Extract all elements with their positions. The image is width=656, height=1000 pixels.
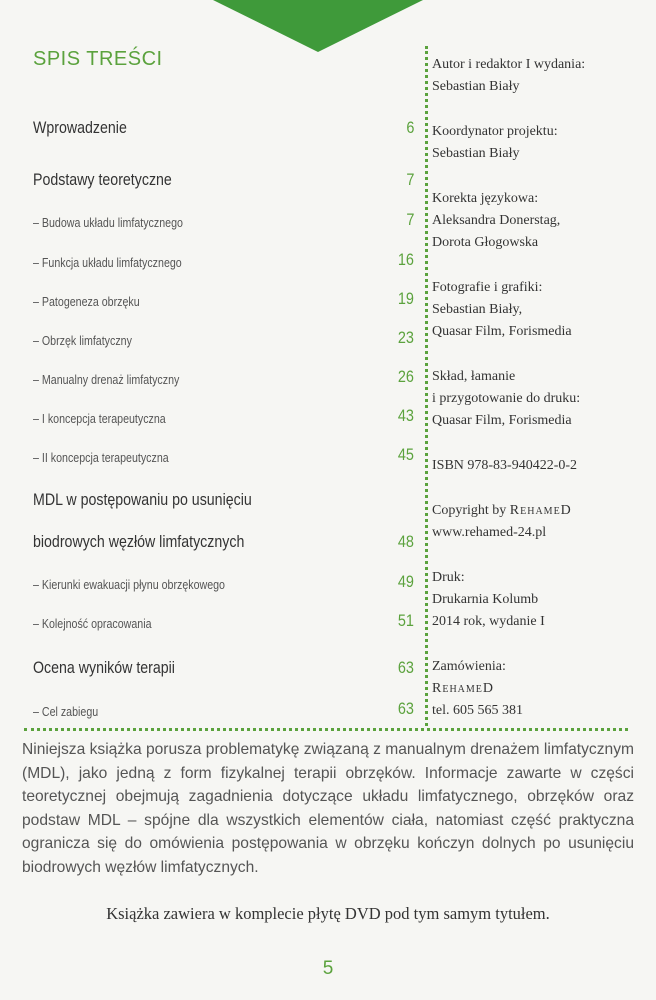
toc-entry-page: 63 bbox=[397, 658, 414, 677]
toc-entry-page: 63 bbox=[397, 699, 414, 718]
orders-brand: RehameD bbox=[432, 681, 494, 696]
photos-credit: Sebastian Biały, bbox=[432, 302, 523, 317]
toc-entry-label: – Manualny drenaż limfatyczny bbox=[33, 372, 180, 387]
toc-entry-page: 16 bbox=[397, 250, 414, 269]
toc-entry[interactable] bbox=[33, 443, 414, 465]
toc-entry[interactable] bbox=[33, 208, 414, 230]
toc-entry-label: – I koncepcja terapeutyczna bbox=[33, 411, 166, 426]
toc-entry[interactable] bbox=[33, 118, 414, 138]
toc-entry[interactable] bbox=[33, 168, 414, 190]
typesetting-heading: Skład, łamanie bbox=[432, 369, 516, 384]
toc-entry-page: 26 bbox=[397, 367, 414, 386]
toc-entry[interactable] bbox=[33, 570, 414, 592]
toc-entry-page: 7 bbox=[405, 170, 414, 189]
publisher-brand: RehameD bbox=[509, 503, 572, 518]
toc-entry[interactable] bbox=[33, 656, 414, 678]
toc-entry[interactable] bbox=[33, 609, 414, 631]
orders-heading: Zamówienia: bbox=[432, 659, 506, 674]
toc-entry[interactable] bbox=[33, 287, 414, 309]
toc-entry-label: – Budowa układu limfatycznego bbox=[33, 215, 183, 230]
coordinator-heading: Koordynator projektu: bbox=[432, 124, 558, 139]
toc-entry-label: – II koncepcja terapeutyczna bbox=[33, 450, 169, 465]
toc-entry-label: – Obrzęk limfatyczny bbox=[33, 333, 132, 348]
toc-entry-label: – Patogeneza obrzęku bbox=[33, 294, 140, 309]
toc-entry-label: Ocena wyników terapii bbox=[33, 659, 175, 677]
toc-entry-page: 6 bbox=[405, 118, 414, 137]
toc-entry[interactable] bbox=[33, 365, 414, 387]
copyright bbox=[432, 500, 572, 522]
toc-entry[interactable] bbox=[33, 326, 414, 348]
toc-entry-page: 19 bbox=[397, 289, 414, 308]
toc-entry-page: 51 bbox=[397, 611, 414, 630]
toc-entry-page: 7 bbox=[405, 210, 414, 229]
toc-entry-page: 48 bbox=[397, 532, 414, 551]
isbn: ISBN 978-83-940422-0-2 bbox=[432, 458, 578, 473]
toc-title: SPIS TREŚCI bbox=[33, 48, 163, 70]
toc-entry-label: – Kolejność opracowania bbox=[33, 616, 152, 631]
toc-entry[interactable] bbox=[33, 530, 414, 552]
proofreading-heading: Korekta językowa: bbox=[432, 191, 539, 206]
toc-entry[interactable] bbox=[33, 404, 414, 426]
proofreading-name: Aleksandra Donerstag, bbox=[432, 213, 561, 228]
typesetting-credit: Quasar Film, Forismedia bbox=[432, 413, 572, 428]
coordinator-name: Sebastian Biały bbox=[432, 146, 520, 161]
author-name: Sebastian Biały bbox=[432, 79, 520, 94]
toc-entry-page: 49 bbox=[397, 572, 414, 591]
website-link[interactable]: www.rehamed-24.pl bbox=[432, 525, 547, 540]
typesetting-heading: i przygotowanie do druku: bbox=[432, 391, 581, 406]
toc-entry-page: 45 bbox=[397, 445, 414, 464]
vertical-dotted-divider bbox=[425, 46, 428, 726]
toc-entry-label: Wprowadzenie bbox=[33, 119, 127, 137]
toc-entry-label: – Cel zabiegu bbox=[33, 704, 99, 719]
toc-entry-label: Podstawy teoretyczne bbox=[33, 171, 172, 189]
photos-heading: Fotografie i grafiki: bbox=[432, 280, 543, 295]
photos-credit: Quasar Film, Forismedia bbox=[432, 324, 572, 339]
toc-entry-page: 43 bbox=[397, 406, 414, 425]
page-number: 5 bbox=[322, 958, 334, 979]
toc-entry[interactable] bbox=[33, 488, 414, 510]
book-description: Niniejsza książka porusza problematykę związaną z manualnym drenażem limfatycznym (MDL), jako jedną z form fizykalnej terapii obrzęków. Informacje zawarte w części teoretycznej obejmują zagadnienia dotyczące układu limfatycznego, obrzęków oraz podstaw MDL – spójne dla wszystkich elementów ciała, natomiast część praktyczna ogranicza się do omówienia postępowania w obrzęku kończyn dolnych po usunięciu biodrowych węzłów limfatycznych. bbox=[22, 741, 634, 876]
toc-entry[interactable] bbox=[33, 697, 414, 719]
print-heading: Druk: bbox=[432, 570, 465, 585]
proofreading-name: Dorota Głogowska bbox=[432, 235, 539, 250]
toc-entry-label: biodrowych węzłów limfatycznych bbox=[33, 533, 245, 551]
toc-entry-label: MDL w postępowaniu po usunięciu bbox=[33, 491, 252, 509]
horizontal-dotted-divider bbox=[24, 728, 628, 731]
toc-entry-label: – Funkcja układu limfatycznego bbox=[33, 255, 182, 270]
author-heading: Autor i redaktor I wydania: bbox=[432, 57, 586, 72]
print-house: Drukarnia Kolumb bbox=[432, 592, 539, 607]
print-edition: 2014 rok, wydanie I bbox=[432, 614, 545, 629]
toc-entry-label: – Kierunki ewakuacji płynu obrzękowego bbox=[33, 577, 225, 592]
toc-entry[interactable] bbox=[33, 248, 414, 270]
table-of-contents bbox=[0, 0, 420, 720]
dvd-note: Książka zawiera w komplecie płytę DVD pod tym samym tytułem. bbox=[106, 904, 550, 923]
orders-phone[interactable]: tel. 605 565 381 bbox=[432, 703, 523, 718]
toc-entry-page: 23 bbox=[397, 328, 414, 347]
copyright-prefix: Copyright by bbox=[432, 503, 510, 518]
